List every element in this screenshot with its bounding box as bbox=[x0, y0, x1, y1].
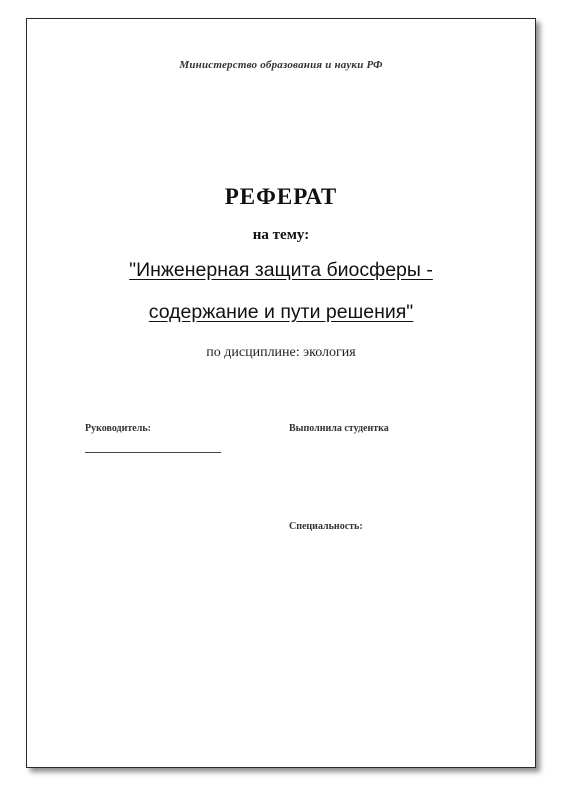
supervisor-label: Руководитель: bbox=[85, 423, 151, 434]
topic-title-line-2: содержание и пути решения" bbox=[148, 301, 414, 323]
specialty-label: Специальность: bbox=[289, 521, 363, 532]
ministry-heading: Министерство образования и науки РФ bbox=[179, 59, 383, 71]
discipline-label: по дисциплине: экология bbox=[206, 345, 356, 360]
on-topic-label: на тему: bbox=[252, 227, 310, 243]
topic-title-line-1: "Инженерная защита биосферы - bbox=[129, 259, 433, 281]
document-type-title: РЕФЕРАТ bbox=[224, 184, 338, 209]
supervisor-signature-line bbox=[85, 452, 221, 453]
title-page bbox=[26, 18, 536, 768]
student-label: Выполнила студентка bbox=[289, 423, 389, 434]
